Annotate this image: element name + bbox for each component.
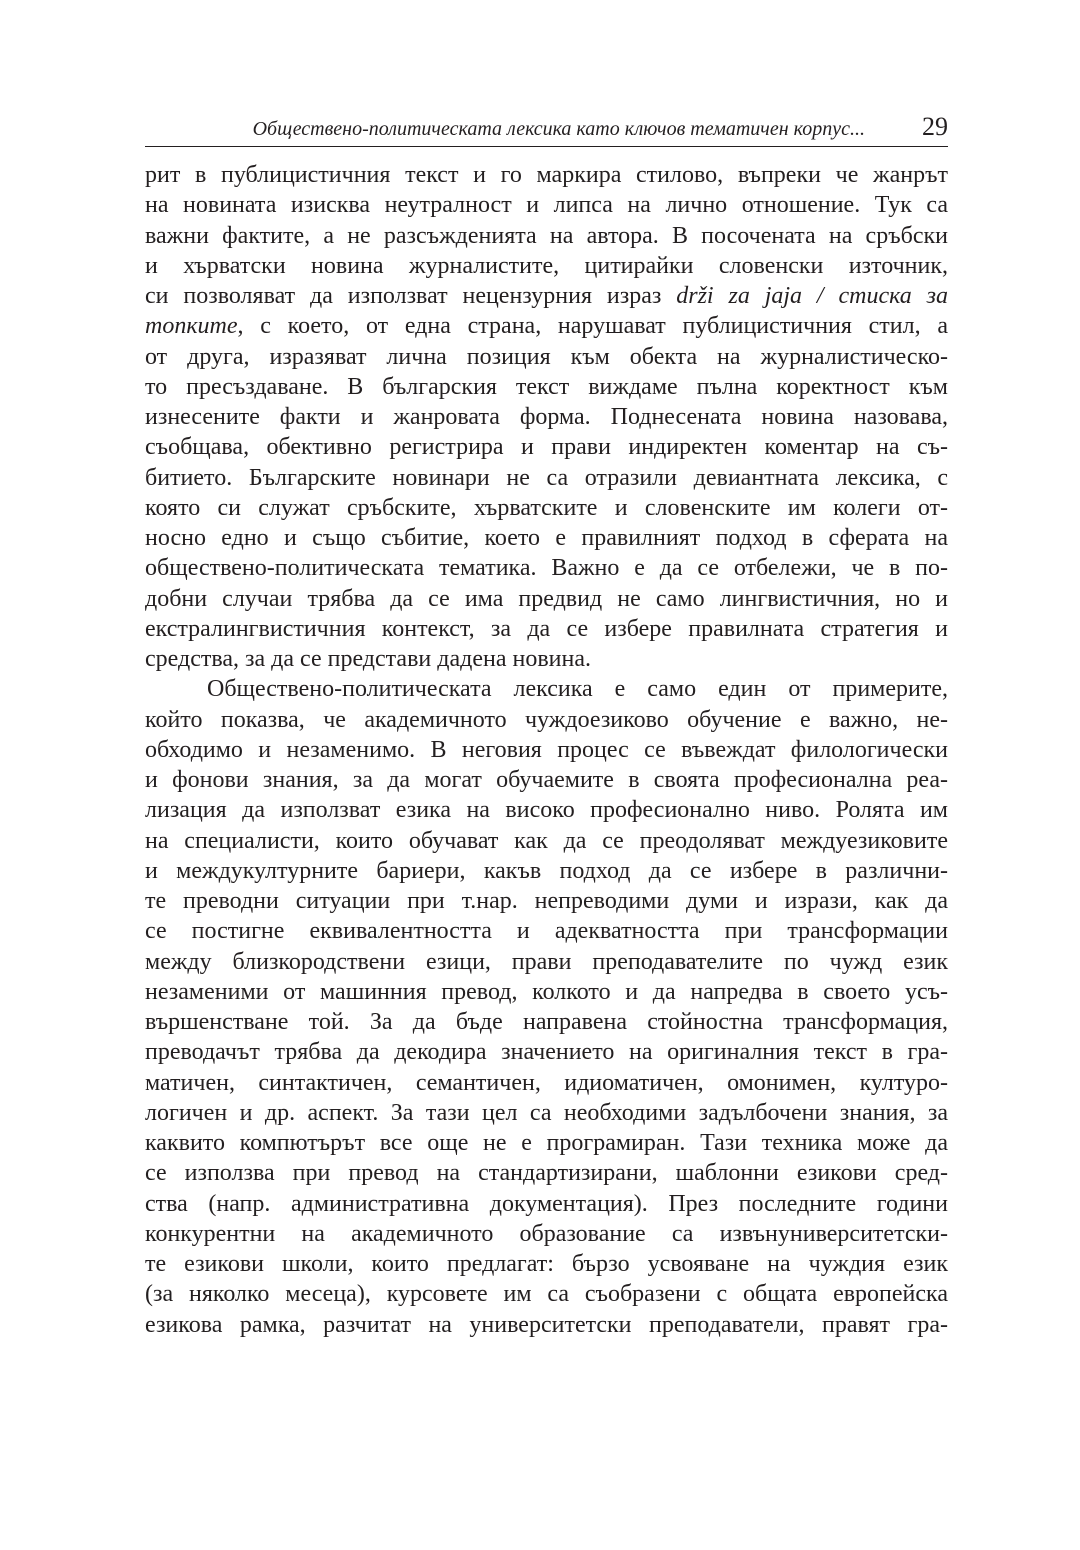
text-line: конкурентни на академичното образование са извънуниверситетски- xyxy=(145,1220,948,1247)
text-line: който показва, че академичното чуждоезиково обучение е важно, не- xyxy=(145,706,948,733)
text-fragment: си позволяват да използват нецензурния израз xyxy=(145,283,662,309)
text-line: средства, за да се представи дадена новина. xyxy=(145,646,591,672)
text-line: логичен и др. аспект. За тази цел са необходими задълбочени знания, за xyxy=(145,1099,948,1126)
text-line: каквито компютърът все още не е програмиран. Тази техника може да xyxy=(145,1130,948,1156)
text-line xyxy=(145,281,948,311)
text-line: матичен, синтактичен, семантичен, идиоматичен, омонимен, културо- xyxy=(145,1069,948,1096)
text-line: носно едно и също събитие, което е правилният подход в сферата на xyxy=(145,525,948,551)
text-line: екстралингвистичния контекст, за да се избере правилната стратегия и xyxy=(145,615,948,642)
text-line xyxy=(145,311,948,341)
text-line: ства (напр. административна документация). През последните години xyxy=(145,1190,948,1217)
text-line: то пресъздаване. В българския текст виждаме пълна коректност към xyxy=(145,373,948,400)
paragraph xyxy=(145,160,948,674)
text-line: и междукултурните бариери, какъв подход да се избере в различни- xyxy=(145,857,948,884)
text-line: и фонови знания, за да могат обучаемите в своята професионална реа- xyxy=(145,767,948,793)
text-line: рит в публицистичния текст и го маркира стилово, въпреки че жанрът xyxy=(145,162,948,188)
text-line: обществено-политическата тематика. Важно е да се отбележи, че в по- xyxy=(145,555,948,582)
text-line: добни случаи трябва да се има предвид не само лингвистичния, но и xyxy=(145,585,948,612)
text-line: лизация да използват езика на високо професионално ниво. Ролята им xyxy=(145,797,948,824)
text-line: изнесените факти и жанровата форма. Поднесената новина назовава, xyxy=(145,404,948,430)
text-line: съобщава, обективно регистрира и прави индиректен коментар на съ- xyxy=(145,434,948,461)
text-line: езикова рамка, разчитат на университетски преподаватели, правят гра- xyxy=(145,1311,948,1338)
page-number: 29 xyxy=(922,112,948,141)
text-line: на специалисти, които обучават как да се преодоляват междуезиковите xyxy=(145,827,948,854)
text-line: те езикови школи, които предлагат: бързо усвояване на чуждия език xyxy=(145,1251,948,1277)
text-line: (за няколко месеца), курсовете им са съобразени с общата европейска xyxy=(145,1281,948,1308)
text-line: се използва при превод на стандартизирани, шаблонни езикови сред- xyxy=(145,1160,948,1187)
text-line: незаменими от машинния превод, колкото и да напредва в своето усъ- xyxy=(145,978,948,1005)
text-line: която си служат сръбските, хърватските и словенските им колеги от- xyxy=(145,494,948,521)
text-line: вършенстване той. За да бъде направена стойностна трансформация, xyxy=(145,1009,948,1035)
text-line: и хърватски новина журналистите, цитирайки словенски източник, xyxy=(145,252,948,279)
text-line: те преводни ситуации при т.нар. непреводими думи и изрази, как да xyxy=(145,888,948,914)
italic-example: drži za jaja / стиска за xyxy=(676,283,948,309)
text-line: обходимо и незаменимо. В неговия процес се въвеждат филологически xyxy=(145,736,948,763)
text-line: на новината изисква неутралност и липса на лично отношение. Тук са xyxy=(145,192,948,219)
text-line: се постигне еквивалентността и адекватността при трансформации xyxy=(145,918,948,945)
text-line: преводачът трябва да декодира значението на оригиналния текст в гра- xyxy=(145,1039,948,1066)
italic-example: топките xyxy=(145,313,238,340)
text-fragment: , с което, от една страна, нарушават публицистичния стил, а xyxy=(237,313,948,340)
text-line: от друга, изразяват лична позиция към обекта на журналистическо- xyxy=(145,343,948,370)
body-text xyxy=(145,160,948,1340)
text-line: между близкородствени езици, прави преподавателите по чужд език xyxy=(145,948,948,975)
text-line: важни фактите, а не разсъжденията на автора. В посочената на сръбски xyxy=(145,222,948,249)
text-line: Обществено-политическата лексика е само един от примерите, xyxy=(207,676,948,703)
text-line: битието. Българските новинари не са отразили девиантната лексика, с xyxy=(145,464,948,491)
running-header-title: Обществено-политическата лексика като ключов тематичен корпус... xyxy=(252,118,865,140)
paragraph xyxy=(145,674,948,1340)
running-header xyxy=(145,113,948,147)
